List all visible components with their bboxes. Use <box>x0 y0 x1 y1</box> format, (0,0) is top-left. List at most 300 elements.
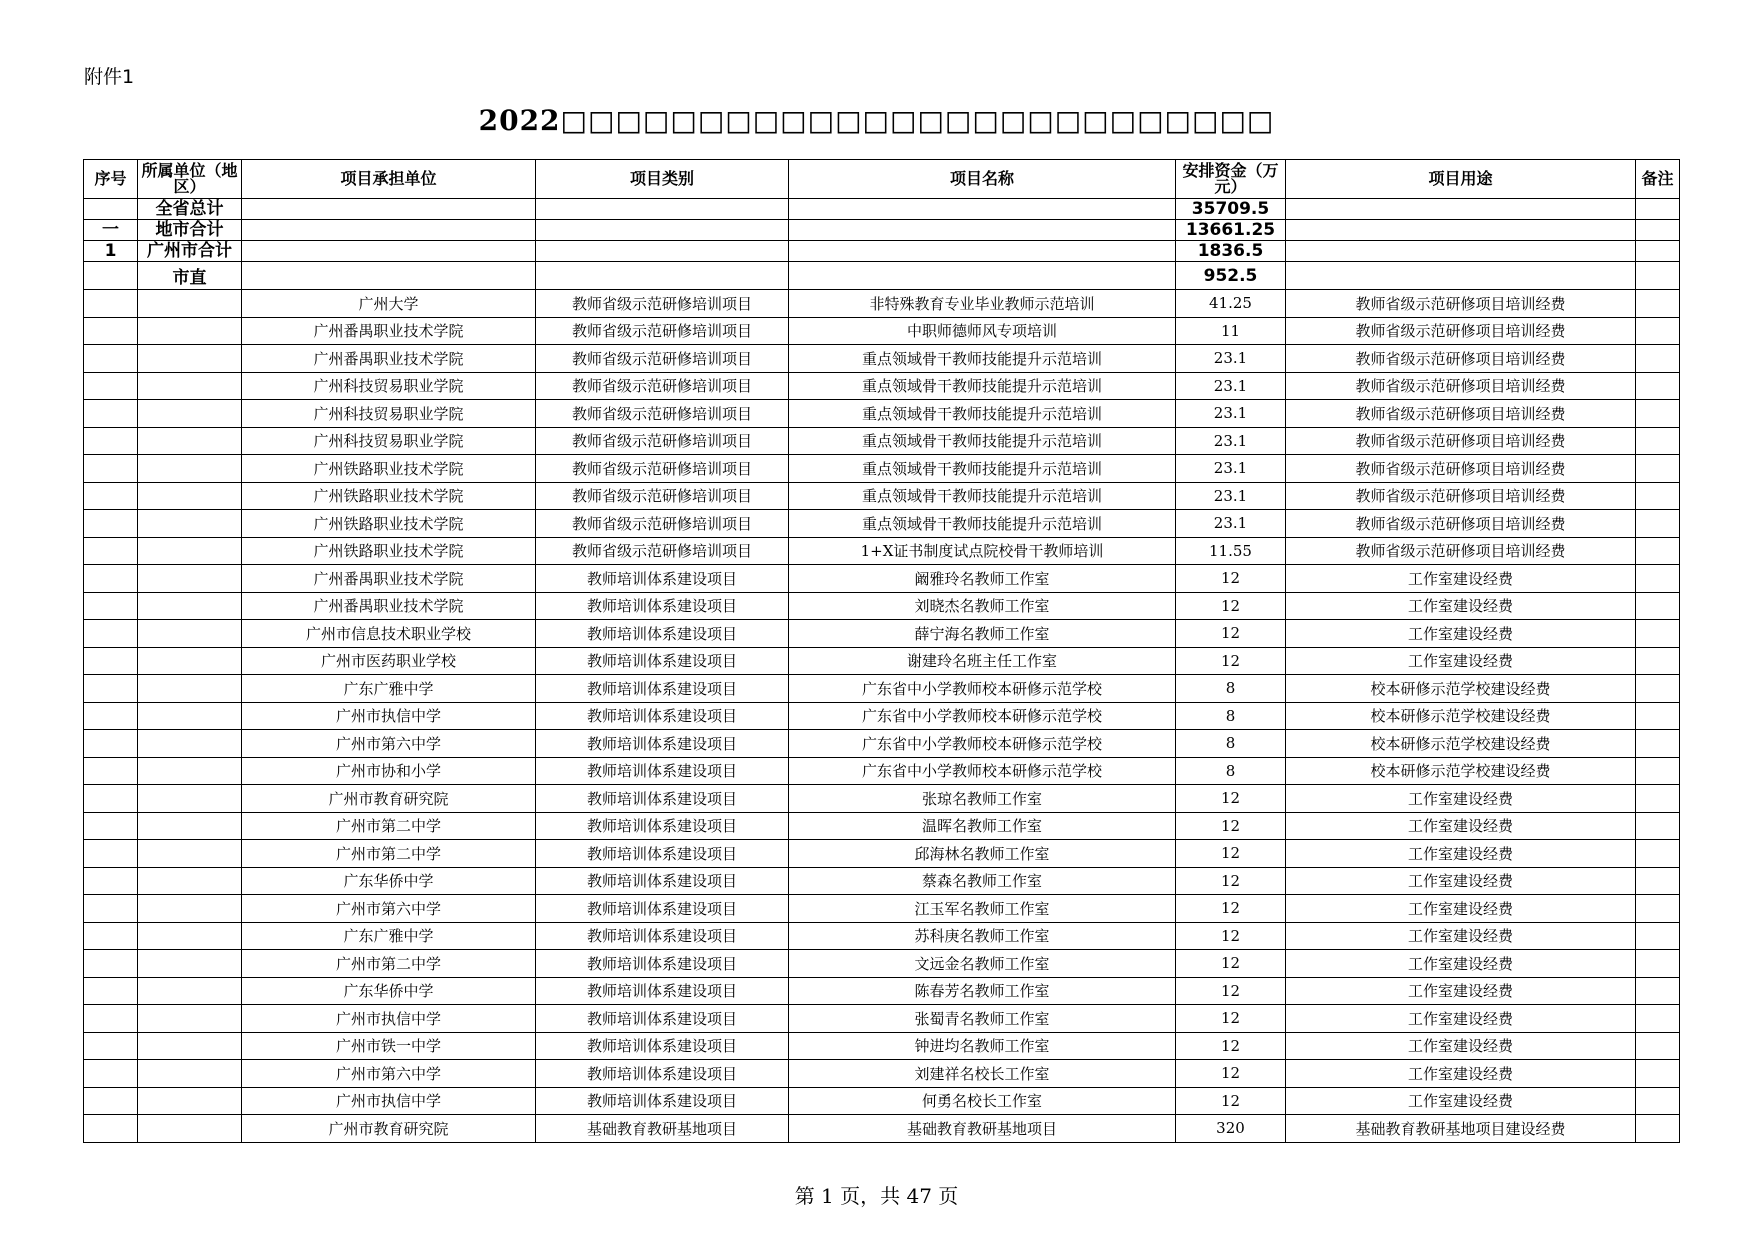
row-region <box>138 647 242 675</box>
row-category: 教师培训体系建设项目 <box>536 867 789 895</box>
row-unit: 广州市执信中学 <box>242 702 536 730</box>
row-project-name: 基础教育教研基地项目 <box>789 1115 1176 1143</box>
row-project-name: 阚雅玲名教师工作室 <box>789 565 1176 593</box>
row-project-name: 钟进均名教师工作室 <box>789 1032 1176 1060</box>
row-region <box>138 537 242 565</box>
row-funds: 12 <box>1176 812 1286 840</box>
table-row <box>84 620 1680 648</box>
row-use: 教师省级示范研修项目培训经费 <box>1286 482 1636 510</box>
row-region <box>138 510 242 538</box>
row-no <box>84 427 138 455</box>
table-row <box>84 1087 1680 1115</box>
row-region: 广州市合计 <box>138 241 242 262</box>
row-funds: 11 <box>1176 317 1286 345</box>
row-use: 校本研修示范学校建设经费 <box>1286 675 1636 703</box>
row-funds: 11.55 <box>1176 537 1286 565</box>
row-region <box>138 1060 242 1088</box>
row-category: 教师培训体系建设项目 <box>536 620 789 648</box>
row-region: 全省总计 <box>138 199 242 220</box>
row-no <box>84 922 138 950</box>
row-category: 教师培训体系建设项目 <box>536 730 789 758</box>
funding-table <box>83 159 1680 1143</box>
table-row <box>84 317 1680 345</box>
row-unit: 广州科技贸易职业学院 <box>242 400 536 428</box>
table-row <box>84 565 1680 593</box>
row-project-name: 温晖名教师工作室 <box>789 812 1176 840</box>
row-funds: 12 <box>1176 1060 1286 1088</box>
row-category: 教师省级示范研修培训项目 <box>536 510 789 538</box>
row-project-name: 中职师德师风专项培训 <box>789 317 1176 345</box>
row-unit: 广东华侨中学 <box>242 977 536 1005</box>
row-region <box>138 785 242 813</box>
row-no <box>84 785 138 813</box>
row-region <box>138 840 242 868</box>
row-region: 市直 <box>138 262 242 290</box>
row-no <box>84 372 138 400</box>
table-row <box>84 675 1680 703</box>
table-row <box>84 977 1680 1005</box>
row-no <box>84 455 138 483</box>
row-unit: 广州市执信中学 <box>242 1087 536 1115</box>
row-region <box>138 950 242 978</box>
row-use: 教师省级示范研修项目培训经费 <box>1286 290 1636 318</box>
row-remarks <box>1636 1032 1680 1060</box>
row-category: 教师省级示范研修培训项目 <box>536 537 789 565</box>
row-remarks <box>1636 372 1680 400</box>
row-funds: 12 <box>1176 647 1286 675</box>
row-category: 教师省级示范研修培训项目 <box>536 427 789 455</box>
row-use: 教师省级示范研修项目培训经费 <box>1286 455 1636 483</box>
row-funds: 12 <box>1176 592 1286 620</box>
row-use: 工作室建设经费 <box>1286 922 1636 950</box>
row-region <box>138 977 242 1005</box>
row-region <box>138 455 242 483</box>
row-unit: 广州番禺职业技术学院 <box>242 592 536 620</box>
row-unit: 广东广雅中学 <box>242 922 536 950</box>
row-use: 校本研修示范学校建设经费 <box>1286 757 1636 785</box>
row-unit: 广州市第六中学 <box>242 730 536 758</box>
row-category: 教师省级示范研修培训项目 <box>536 372 789 400</box>
row-funds: 12 <box>1176 620 1286 648</box>
row-unit: 广东华侨中学 <box>242 867 536 895</box>
row-unit: 广州市第六中学 <box>242 1060 536 1088</box>
table-row <box>84 290 1680 318</box>
row-no <box>84 345 138 373</box>
table-row <box>84 730 1680 758</box>
header-category: 项目类别 <box>536 160 789 199</box>
attachment-label: 附件1 <box>84 66 135 88</box>
row-funds: 12 <box>1176 1005 1286 1033</box>
row-funds: 12 <box>1176 1087 1286 1115</box>
header-no: 序号 <box>84 160 138 199</box>
row-category: 教师培训体系建设项目 <box>536 757 789 785</box>
row-use: 工作室建设经费 <box>1286 1005 1636 1033</box>
row-category: 教师培训体系建设项目 <box>536 950 789 978</box>
row-remarks <box>1636 922 1680 950</box>
row-region <box>138 620 242 648</box>
row-funds: 12 <box>1176 1032 1286 1060</box>
row-remarks <box>1636 785 1680 813</box>
row-project-name: 谢建玲名班主任工作室 <box>789 647 1176 675</box>
row-funds: 23.1 <box>1176 372 1286 400</box>
row-project-name: 蔡森名教师工作室 <box>789 867 1176 895</box>
row-unit: 广州市教育研究院 <box>242 1115 536 1143</box>
row-funds: 12 <box>1176 977 1286 1005</box>
row-use: 工作室建设经费 <box>1286 867 1636 895</box>
row-no <box>84 840 138 868</box>
table-row <box>84 427 1680 455</box>
row-remarks <box>1636 537 1680 565</box>
row-no <box>84 812 138 840</box>
table-row <box>84 895 1680 923</box>
row-remarks <box>1636 757 1680 785</box>
table-row <box>84 812 1680 840</box>
row-region <box>138 922 242 950</box>
row-unit: 广州市教育研究院 <box>242 785 536 813</box>
row-no <box>84 895 138 923</box>
row-funds: 12 <box>1176 565 1286 593</box>
subtotal-row-city-direct <box>84 262 1680 290</box>
row-use: 工作室建设经费 <box>1286 1060 1636 1088</box>
row-funds: 23.1 <box>1176 400 1286 428</box>
row-project-name: 重点领域骨干教师技能提升示范培训 <box>789 510 1176 538</box>
row-funds: 12 <box>1176 785 1286 813</box>
row-unit: 广州市信息技术职业学校 <box>242 620 536 648</box>
row-no <box>84 1060 138 1088</box>
row-region <box>138 757 242 785</box>
row-region <box>138 675 242 703</box>
row-no <box>84 537 138 565</box>
row-no <box>84 977 138 1005</box>
row-region: 地市合计 <box>138 220 242 241</box>
table-row <box>84 510 1680 538</box>
row-use: 工作室建设经费 <box>1286 785 1636 813</box>
row-no <box>84 1032 138 1060</box>
row-remarks <box>1636 592 1680 620</box>
row-use: 工作室建设经费 <box>1286 592 1636 620</box>
row-remarks <box>1636 1115 1680 1143</box>
table-row <box>84 400 1680 428</box>
summary-row-cities <box>84 220 1680 241</box>
row-funds: 23.1 <box>1176 345 1286 373</box>
row-funds: 320 <box>1176 1115 1286 1143</box>
row-funds: 8 <box>1176 730 1286 758</box>
row-use: 教师省级示范研修项目培训经费 <box>1286 537 1636 565</box>
row-remarks <box>1636 647 1680 675</box>
row-unit: 广州科技贸易职业学院 <box>242 372 536 400</box>
row-funds: 12 <box>1176 950 1286 978</box>
row-unit: 广州科技贸易职业学院 <box>242 427 536 455</box>
row-unit: 广州铁路职业技术学院 <box>242 537 536 565</box>
row-region <box>138 317 242 345</box>
row-unit: 广州市铁一中学 <box>242 1032 536 1060</box>
row-use: 工作室建设经费 <box>1286 977 1636 1005</box>
row-remarks <box>1636 867 1680 895</box>
row-use: 工作室建设经费 <box>1286 812 1636 840</box>
table-row <box>84 1060 1680 1088</box>
row-region <box>138 1115 242 1143</box>
row-remarks <box>1636 565 1680 593</box>
row-remarks <box>1636 620 1680 648</box>
row-unit: 广东广雅中学 <box>242 675 536 703</box>
row-unit: 广州铁路职业技术学院 <box>242 455 536 483</box>
row-no <box>84 400 138 428</box>
row-project-name: 薛宁海名教师工作室 <box>789 620 1176 648</box>
row-category: 教师培训体系建设项目 <box>536 1087 789 1115</box>
row-use: 工作室建设经费 <box>1286 840 1636 868</box>
row-use: 工作室建设经费 <box>1286 1032 1636 1060</box>
row-region <box>138 730 242 758</box>
table-row <box>84 867 1680 895</box>
row-remarks <box>1636 1087 1680 1115</box>
row-remarks <box>1636 510 1680 538</box>
table-row <box>84 757 1680 785</box>
row-funds: 952.5 <box>1176 262 1286 290</box>
row-funds: 35709.5 <box>1176 199 1286 220</box>
table-row <box>84 1005 1680 1033</box>
summary-row-total <box>84 199 1680 220</box>
row-no <box>84 592 138 620</box>
row-no <box>84 647 138 675</box>
table-row <box>84 702 1680 730</box>
table-row <box>84 372 1680 400</box>
row-project-name: 重点领域骨干教师技能提升示范培训 <box>789 400 1176 428</box>
row-remarks <box>1636 1005 1680 1033</box>
table-row <box>84 840 1680 868</box>
row-project-name: 刘建祥名校长工作室 <box>789 1060 1176 1088</box>
row-no <box>84 199 138 220</box>
row-project-name: 广东省中小学教师校本研修示范学校 <box>789 730 1176 758</box>
row-region <box>138 895 242 923</box>
row-region <box>138 1005 242 1033</box>
row-funds: 8 <box>1176 757 1286 785</box>
table-row <box>84 647 1680 675</box>
row-unit: 广州番禺职业技术学院 <box>242 317 536 345</box>
row-project-name: 广东省中小学教师校本研修示范学校 <box>789 757 1176 785</box>
table-row <box>84 592 1680 620</box>
row-region <box>138 482 242 510</box>
row-no <box>84 867 138 895</box>
row-use: 基础教育教研基地项目建设经费 <box>1286 1115 1636 1143</box>
row-remarks <box>1636 702 1680 730</box>
row-remarks <box>1636 427 1680 455</box>
row-no <box>84 510 138 538</box>
header-use: 项目用途 <box>1286 160 1636 199</box>
row-category: 教师培训体系建设项目 <box>536 675 789 703</box>
row-funds: 23.1 <box>1176 455 1286 483</box>
row-no <box>84 1115 138 1143</box>
row-no <box>84 317 138 345</box>
row-category: 教师培训体系建设项目 <box>536 840 789 868</box>
row-region <box>138 592 242 620</box>
row-use: 校本研修示范学校建设经费 <box>1286 702 1636 730</box>
row-use: 教师省级示范研修项目培训经费 <box>1286 400 1636 428</box>
table-row <box>84 785 1680 813</box>
row-category: 教师培训体系建设项目 <box>536 977 789 1005</box>
row-project-name: 重点领域骨干教师技能提升示范培训 <box>789 427 1176 455</box>
row-unit: 广州铁路职业技术学院 <box>242 482 536 510</box>
table-row <box>84 950 1680 978</box>
row-remarks <box>1636 455 1680 483</box>
row-region <box>138 867 242 895</box>
row-category: 教师省级示范研修培训项目 <box>536 455 789 483</box>
row-project-name: 张蜀青名教师工作室 <box>789 1005 1176 1033</box>
row-use: 工作室建设经费 <box>1286 647 1636 675</box>
row-region <box>138 372 242 400</box>
table-row <box>84 345 1680 373</box>
table-row <box>84 537 1680 565</box>
row-unit: 广州大学 <box>242 290 536 318</box>
row-no <box>84 950 138 978</box>
row-project-name: 陈春芳名教师工作室 <box>789 977 1176 1005</box>
row-region <box>138 812 242 840</box>
row-remarks <box>1636 950 1680 978</box>
row-use: 工作室建设经费 <box>1286 1087 1636 1115</box>
row-use: 工作室建设经费 <box>1286 950 1636 978</box>
row-use: 教师省级示范研修项目培训经费 <box>1286 427 1636 455</box>
row-funds: 12 <box>1176 867 1286 895</box>
header-region: 所属单位（地区） <box>138 160 242 199</box>
page-title: 2022□□□□□□□□□□□□□□□□□□□□□□□□□□ <box>478 104 1275 137</box>
row-remarks <box>1636 317 1680 345</box>
row-remarks <box>1636 977 1680 1005</box>
row-category: 教师培训体系建设项目 <box>536 812 789 840</box>
row-use: 教师省级示范研修项目培训经费 <box>1286 372 1636 400</box>
row-region <box>138 565 242 593</box>
row-no <box>84 262 138 290</box>
row-remarks <box>1636 482 1680 510</box>
row-project-name: 张琼名教师工作室 <box>789 785 1176 813</box>
page-footer: 第 1 页，共 47 页 <box>794 1184 959 1208</box>
row-remarks <box>1636 345 1680 373</box>
row-category: 教师省级示范研修培训项目 <box>536 345 789 373</box>
row-category: 教师省级示范研修培训项目 <box>536 400 789 428</box>
row-remarks <box>1636 812 1680 840</box>
row-use: 校本研修示范学校建设经费 <box>1286 730 1636 758</box>
table-row <box>84 455 1680 483</box>
table-header-row <box>84 160 1680 199</box>
row-remarks <box>1636 400 1680 428</box>
row-region <box>138 702 242 730</box>
row-remarks <box>1636 840 1680 868</box>
row-no <box>84 702 138 730</box>
row-funds: 13661.25 <box>1176 220 1286 241</box>
row-project-name: 刘晓杰名教师工作室 <box>789 592 1176 620</box>
row-category: 教师培训体系建设项目 <box>536 922 789 950</box>
row-category: 教师培训体系建设项目 <box>536 647 789 675</box>
row-remarks <box>1636 895 1680 923</box>
row-category: 教师培训体系建设项目 <box>536 1060 789 1088</box>
row-use: 工作室建设经费 <box>1286 895 1636 923</box>
row-category: 教师省级示范研修培训项目 <box>536 482 789 510</box>
row-funds: 8 <box>1176 675 1286 703</box>
row-no <box>84 1005 138 1033</box>
row-project-name: 重点领域骨干教师技能提升示范培训 <box>789 482 1176 510</box>
row-unit: 广州市执信中学 <box>242 1005 536 1033</box>
row-project-name: 邱海林名教师工作室 <box>789 840 1176 868</box>
row-unit: 广州市第二中学 <box>242 812 536 840</box>
table-row <box>84 1032 1680 1060</box>
row-no <box>84 565 138 593</box>
row-remarks <box>1636 290 1680 318</box>
row-use: 教师省级示范研修项目培训经费 <box>1286 510 1636 538</box>
row-funds: 23.1 <box>1176 482 1286 510</box>
row-category: 教师培训体系建设项目 <box>536 785 789 813</box>
row-unit: 广州市第二中学 <box>242 950 536 978</box>
row-project-name: 重点领域骨干教师技能提升示范培训 <box>789 372 1176 400</box>
row-no <box>84 757 138 785</box>
row-unit: 广州番禺职业技术学院 <box>242 565 536 593</box>
row-category: 教师培训体系建设项目 <box>536 702 789 730</box>
row-category: 教师培训体系建设项目 <box>536 1005 789 1033</box>
row-use: 教师省级示范研修项目培训经费 <box>1286 317 1636 345</box>
row-unit: 广州铁路职业技术学院 <box>242 510 536 538</box>
row-no: 1 <box>84 241 138 262</box>
row-project-name: 重点领域骨干教师技能提升示范培训 <box>789 345 1176 373</box>
row-region <box>138 1087 242 1115</box>
header-remarks: 备注 <box>1636 160 1680 199</box>
row-project-name: 重点领域骨干教师技能提升示范培训 <box>789 455 1176 483</box>
row-funds: 12 <box>1176 922 1286 950</box>
row-remarks <box>1636 730 1680 758</box>
row-funds: 23.1 <box>1176 427 1286 455</box>
row-category: 教师培训体系建设项目 <box>536 565 789 593</box>
row-project-name: 何勇名校长工作室 <box>789 1087 1176 1115</box>
row-category: 教师省级示范研修培训项目 <box>536 317 789 345</box>
row-region <box>138 427 242 455</box>
row-funds: 1836.5 <box>1176 241 1286 262</box>
row-no <box>84 620 138 648</box>
row-region <box>138 400 242 428</box>
row-category: 教师培训体系建设项目 <box>536 1032 789 1060</box>
row-region <box>138 345 242 373</box>
row-project-name: 广东省中小学教师校本研修示范学校 <box>789 702 1176 730</box>
row-funds: 23.1 <box>1176 510 1286 538</box>
row-category: 基础教育教研基地项目 <box>536 1115 789 1143</box>
row-project-name: 1+X证书制度试点院校骨干教师培训 <box>789 537 1176 565</box>
row-no <box>84 290 138 318</box>
row-unit: 广州市第二中学 <box>242 840 536 868</box>
row-project-name: 江玉军名教师工作室 <box>789 895 1176 923</box>
row-remarks <box>1636 675 1680 703</box>
row-project-name: 非特殊教育专业毕业教师示范培训 <box>789 290 1176 318</box>
row-use: 工作室建设经费 <box>1286 620 1636 648</box>
row-unit: 广州市协和小学 <box>242 757 536 785</box>
row-no <box>84 482 138 510</box>
header-unit: 项目承担单位 <box>242 160 536 199</box>
row-use: 教师省级示范研修项目培训经费 <box>1286 345 1636 373</box>
row-no <box>84 730 138 758</box>
table-row <box>84 922 1680 950</box>
row-project-name: 广东省中小学教师校本研修示范学校 <box>789 675 1176 703</box>
row-funds: 12 <box>1176 840 1286 868</box>
row-no <box>84 1087 138 1115</box>
header-funds: 安排资金（万元） <box>1176 160 1286 199</box>
row-region <box>138 1032 242 1060</box>
row-unit: 广州市第六中学 <box>242 895 536 923</box>
row-unit: 广州市医药职业学校 <box>242 647 536 675</box>
table-row <box>84 1115 1680 1143</box>
row-project-name: 苏科庚名教师工作室 <box>789 922 1176 950</box>
row-use: 工作室建设经费 <box>1286 565 1636 593</box>
summary-row-guangzhou <box>84 241 1680 262</box>
row-funds: 12 <box>1176 895 1286 923</box>
row-no: 一 <box>84 220 138 241</box>
row-funds: 8 <box>1176 702 1286 730</box>
row-project-name: 文远金名教师工作室 <box>789 950 1176 978</box>
row-category: 教师省级示范研修培训项目 <box>536 290 789 318</box>
table-row <box>84 482 1680 510</box>
